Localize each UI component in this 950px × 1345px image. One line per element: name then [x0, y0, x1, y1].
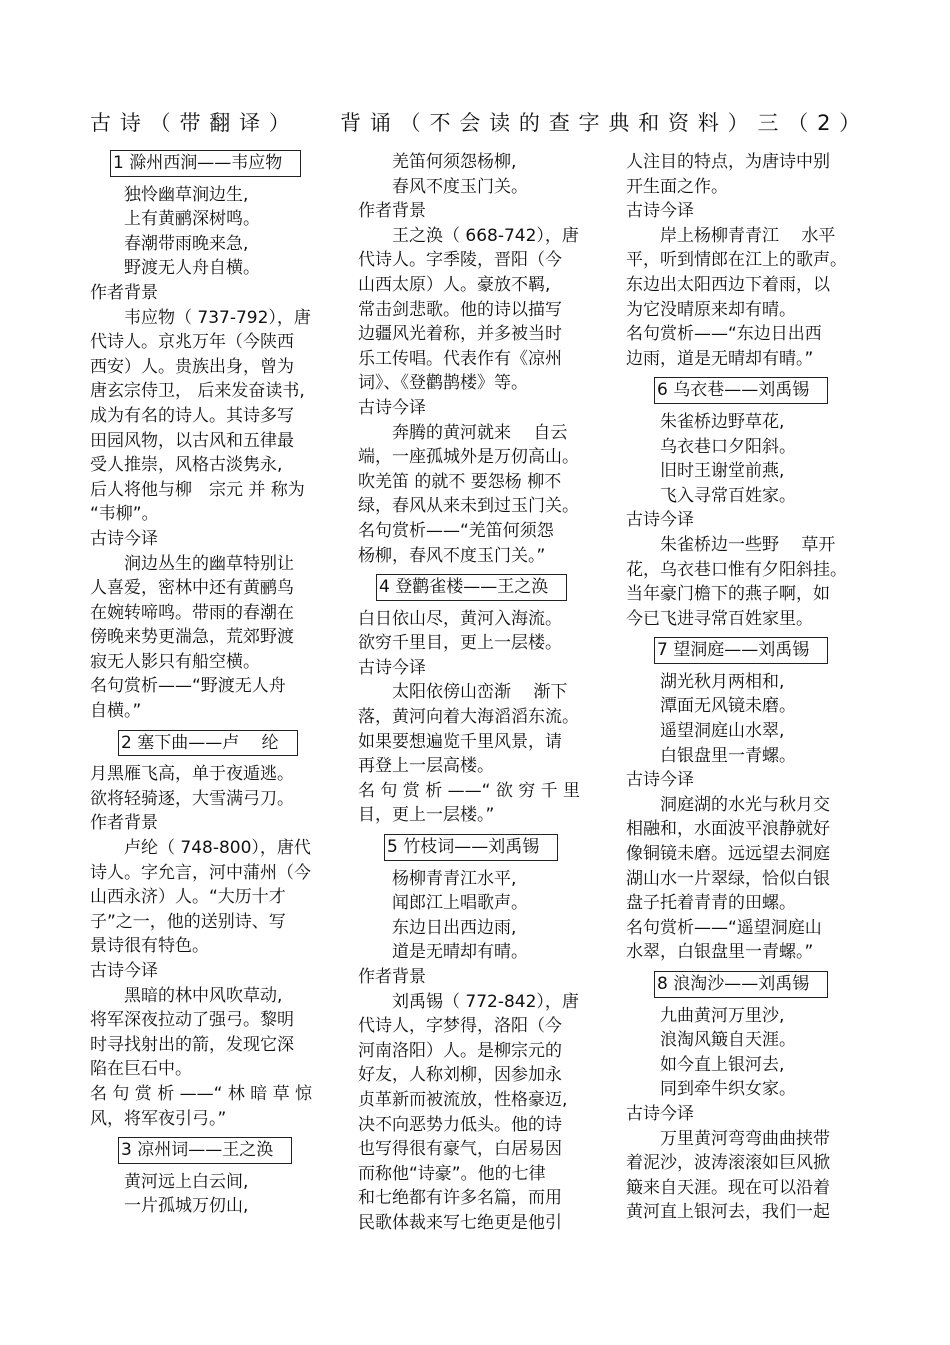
section-label: 古诗今译: [626, 1103, 694, 1124]
text-line: 杨柳，春风不度玉门关。”: [358, 545, 546, 566]
text-line: 陷在巨石中。: [90, 1059, 192, 1080]
text-line: 岸上杨柳青青江 水平: [660, 225, 836, 246]
text-line: 落，黄河向着大海滔滔东流。: [358, 707, 579, 728]
text-line: 傍晚来势更湍急，荒郊野渡: [90, 627, 294, 648]
poem-line: 朱雀桥边野草花,: [660, 411, 785, 432]
text-line: 黑暗的林中风吹草动,: [124, 985, 283, 1006]
section-label: 古诗今译: [626, 510, 694, 531]
column-1: [90, 150, 322, 1219]
poem-heading-7: 7 望洞庭——刘禹锡: [654, 637, 828, 664]
poem-line: 上有黄鹂深树鸣。: [124, 209, 260, 230]
text-line: 寂无人影只有船空横。: [90, 651, 260, 672]
text-line: 湖山水一片翠绿，恰似白银: [626, 868, 830, 889]
poem-line: 九曲黄河万里沙,: [660, 1005, 785, 1026]
text-line: 景诗很有特色。: [90, 936, 209, 957]
text-line: 黄河直上银河去，我们一起: [626, 1202, 830, 1223]
poem-line: 春风不度玉门关。: [392, 176, 528, 197]
section-label: 作者背景: [90, 282, 158, 303]
text-line: 西安）人。贵族出身，曾为: [90, 356, 294, 377]
text-line: 名句赏析——“野渡无人舟: [90, 676, 286, 697]
poem-heading-1: 1 滁州西涧——韦应物: [110, 150, 301, 177]
text-line: 田园风物，以古风和五律最: [90, 430, 294, 451]
text-line: 受人推崇，风格古淡隽永,: [90, 455, 283, 476]
text-line: 韦应物（ 737-792），唐: [124, 307, 311, 328]
text-line: 簸来自天涯。现在可以沿着: [626, 1177, 830, 1198]
poem-heading-5: 5 竹枝词——刘禹锡: [384, 834, 558, 861]
text-line: 而称他“诗豪”。他的七律: [358, 1163, 546, 1184]
text-line: 在婉转啼鸣。带雨的春潮在: [90, 602, 294, 623]
text-line: 朱雀桥边一些野 草开: [660, 534, 836, 555]
text-line: 唐玄宗侍卫， 后来发奋读书,: [90, 381, 305, 402]
text-line: 名句赏析——“羌笛何须怨: [358, 520, 554, 541]
text-line: 再登上一层高楼。: [358, 756, 494, 777]
poem-line: 道是无晴却有晴。: [392, 942, 528, 963]
text-line: 刘禹锡（ 772-842），唐: [392, 991, 579, 1012]
text-line: 名句赏析——“东边日出西: [626, 324, 822, 345]
section-label: 古诗今译: [626, 770, 694, 791]
text-line: 万里黄河弯弯曲曲挟带: [660, 1128, 830, 1149]
column-2: [358, 150, 594, 1236]
text-line: 河南洛阳）人。是柳宗元的: [358, 1040, 562, 1061]
poem-line: 一片孤城万仞山,: [124, 1196, 249, 1217]
poem-heading-3: 3 凉州词——王之涣: [118, 1137, 292, 1164]
text-line: 山西永济）人。“大历十才: [90, 887, 286, 908]
text-line: 代诗人，字梦得，洛阳（今: [358, 1016, 562, 1037]
text-line: 花，乌衣巷口惟有夕阳斜挂。: [626, 559, 847, 580]
page-title-left: 古诗（带翻译）: [90, 111, 299, 135]
text-line: 也写得很有豪气，白居易因: [358, 1139, 562, 1160]
text-line: 王之涣（ 668-742），唐: [392, 225, 579, 246]
text-line: 涧边丛生的幽草特别让: [124, 553, 294, 574]
poem-line: 春潮带雨晚来急,: [124, 233, 249, 254]
poem-line: 湖光秋月两相和,: [660, 671, 785, 692]
poem-heading-2: 2 塞下曲——卢 纶: [118, 730, 298, 757]
text-line: 人喜爱，密林中还有黄鹂鸟: [90, 578, 294, 599]
poem-heading-6: 6 乌衣巷——刘禹锡: [654, 377, 828, 404]
poem-line: 黄河远上白云间,: [124, 1171, 249, 1192]
text-line: 平，听到情郎在江上的歌声。: [626, 250, 847, 271]
text-line: 边疆风光着称，并多被当时: [358, 324, 562, 345]
text-line: 着泥沙，波涛滚滚如巨风掀: [626, 1153, 830, 1174]
section-label: 古诗今译: [90, 528, 158, 549]
poem-line: 遥望洞庭山水翠,: [660, 721, 785, 742]
poem-line: 羌笛何须怨杨柳,: [392, 152, 517, 172]
text-line: 盘子托着青青的田螺。: [626, 893, 796, 914]
text-line: 贞革新而被流放，性格豪迈,: [358, 1089, 568, 1110]
poem-line: 欲将轻骑逐，大雪满弓刀。: [90, 788, 294, 809]
text-line: 后人将他与柳 宗元 并 称为: [90, 479, 305, 500]
poem-line: 杨柳青青江水平,: [392, 868, 517, 889]
text-line: 将军深夜拉动了强弓。黎明: [90, 1010, 294, 1031]
section-label: 作者背景: [90, 813, 158, 834]
text-line: 目，更上一层楼。”: [358, 805, 495, 826]
poem-line: 如今直上银河去,: [660, 1054, 785, 1075]
text-line: 诗人。字允言，河中蒲州（今: [90, 862, 311, 883]
text-line: 时寻找射出的箭，发现它深: [90, 1034, 294, 1055]
text-line: 民歌体裁来写七绝更是他引: [358, 1212, 562, 1233]
section-label: 古诗今译: [358, 397, 426, 418]
text-line: 词》、《登鹳鹊楼》等。: [358, 373, 528, 394]
poem-line: 欲穷千里目，更上一层楼。: [358, 633, 562, 654]
text-line: 为它没晴原来却有晴。: [626, 299, 796, 320]
text-line: 名 句 赏 析 ——“ 欲 穷 千 里: [358, 780, 581, 801]
text-line: 人注目的特点，为唐诗中别: [626, 152, 830, 172]
poem-line: 野渡无人舟自横。: [124, 258, 260, 279]
text-line: 如果要想遍览千里风景，请: [358, 731, 562, 752]
text-line: 今已飞进寻常百姓家里。: [626, 608, 813, 629]
poem-line: 浪淘风簸自天涯。: [660, 1030, 796, 1051]
text-line: 自横。”: [90, 701, 142, 722]
poem-line: 白银盘里一青螺。: [660, 745, 796, 766]
text-line: 乐工传唱。代表作有《凉州: [358, 348, 562, 369]
text-line: 代诗人。字季陵，晋阳（今: [358, 250, 562, 271]
section-label: 作者背景: [358, 201, 426, 222]
section-label: 古诗今译: [358, 657, 426, 678]
text-line: 和七绝都有许多名篇，而用: [358, 1188, 562, 1209]
text-line: 卢纶（ 748-800），唐代: [124, 838, 311, 859]
text-line: 名 句 赏 析 ——“ 林 暗 草 惊: [90, 1083, 313, 1104]
poem-line: 月黑雁飞高，单于夜遁逃。: [90, 764, 294, 785]
page-title-right: 背诵（不会读的查字典和资料）三（2）: [340, 111, 870, 135]
text-line: 好友，人称刘柳，因参加永: [358, 1065, 562, 1086]
section-label: 古诗今译: [626, 201, 694, 222]
column-3: [626, 150, 856, 1225]
poem-line: 乌衣巷口夕阳斜。: [660, 436, 796, 457]
poem-line: 潭面无风镜未磨。: [660, 696, 796, 717]
text-line: “韦柳”。: [90, 504, 159, 525]
text-line: 当年豪门檐下的燕子啊，如: [626, 584, 830, 605]
text-line: 代诗人。京兆万年（今陕西: [90, 332, 294, 353]
text-line: 开生面之作。: [626, 176, 728, 197]
poem-line: 闻郎江上唱歌声。: [392, 893, 528, 914]
poem-line: 旧时王谢堂前燕,: [660, 461, 785, 482]
section-label: 古诗今译: [90, 961, 158, 981]
text-line: 山西太原）人。豪放不羁,: [358, 274, 551, 295]
text-line: 决不向恶势力低头。他的诗: [358, 1114, 562, 1135]
text-line: 奔腾的黄河就来 自云: [392, 422, 568, 443]
text-line: 常击剑悲歌。他的诗以描写: [358, 299, 562, 320]
poem-line: 独怜幽草涧边生,: [124, 184, 249, 205]
text-line: 像铜镜未磨。远远望去洞庭: [626, 844, 830, 865]
text-line: 成为有名的诗人。其诗多写: [90, 405, 294, 426]
text-line: 相融和，水面波平浪静就好: [626, 819, 830, 840]
text-line: 洞庭湖的水光与秋月交: [660, 794, 830, 815]
section-label: 作者背景: [358, 967, 426, 987]
poem-heading-4: 4 登鹳雀楼——王之涣: [376, 574, 567, 601]
text-line: 水翠，白银盘里一青螺。”: [626, 942, 814, 963]
poem-line: 飞入寻常百姓家。: [660, 485, 796, 506]
text-line: 吹羌笛 的就不 要怨杨 柳不: [358, 471, 562, 492]
text-line: 东边出太阳西边下着雨，以: [626, 274, 830, 295]
poem-heading-8: 8 浪淘沙——刘禹锡: [654, 971, 828, 998]
text-line: 端，一座孤城外是万仞高山。: [358, 447, 579, 468]
poem-line: 东边日出西边雨,: [392, 917, 517, 938]
poem-line: 白日依山尽，黄河入海流。: [358, 608, 562, 629]
text-line: 太阳依傍山峦渐 渐下: [392, 682, 568, 703]
text-line: 风，将军夜引弓。”: [90, 1108, 227, 1129]
text-line: 边雨，道是无晴却有晴。”: [626, 348, 814, 369]
text-line: 子”之一，他的送别诗、写: [90, 911, 286, 932]
text-line: 绿，春风从来未到过玉门关。: [358, 496, 579, 517]
text-line: 名句赏析——“遥望洞庭山: [626, 917, 822, 938]
poem-line: 同到牵牛织女家。: [660, 1079, 796, 1100]
